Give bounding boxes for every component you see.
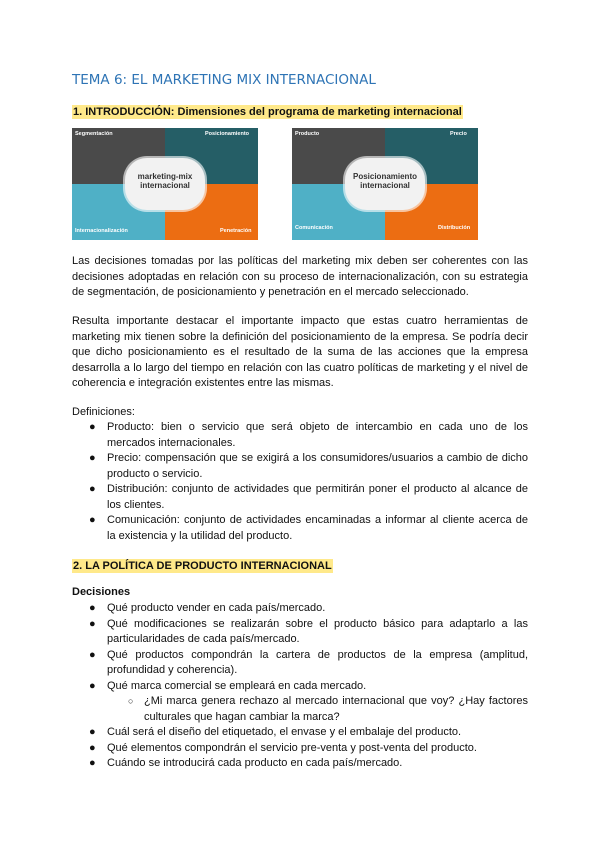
puzzle-label-bottom-right: Distribución [438, 225, 471, 231]
definition-text: Comunicación: conjunto de actividades encaminadas a informar al cliente acerca de la existencia y la utilidad del producto. [107, 514, 528, 542]
intro-paragraph-1: Las decisiones tomadas por las políticas del marketing mix deben ser coherentes con las decisiones adoptadas en relación con su proceso de internacionalización, con su estrategia de segmentación, de posicionamiento y penetración en el mercado seleccionado. [72, 255, 528, 298]
decisions-list [72, 601, 528, 694]
bullet-icon: ● [89, 617, 96, 630]
bullet-icon: ● [89, 757, 96, 769]
puzzle-center-line2: internacional [140, 181, 190, 190]
bullet-icon: ● [89, 602, 96, 614]
puzzle-label-bottom-left: Internacionalización [75, 228, 128, 234]
bullet-icon: ● [89, 452, 96, 464]
definitions-label: Definiciones: [72, 406, 135, 418]
puzzle-label-top-right: Precio [450, 131, 467, 137]
bullet-icon: ● [89, 483, 96, 495]
list-item [72, 648, 528, 679]
puzzle-center-label [125, 172, 205, 190]
decision-text: Qué producto vender en cada país/mercado. [107, 602, 326, 614]
bullet-icon: ● [89, 741, 96, 754]
list-item [72, 694, 528, 725]
bullet-icon: ● [89, 421, 96, 433]
bullet-icon: ● [89, 679, 96, 692]
list-item [72, 601, 528, 617]
section2-heading-text: 2. LA POLÍTICA DE PRODUCTO INTERNACIONAL [73, 560, 332, 572]
list-item [72, 756, 528, 772]
section1-heading-text: 1. INTRODUCCIÓN: Dimensiones del programa de marketing internacional [73, 106, 462, 118]
decisions-subheading: Decisiones [72, 586, 131, 598]
puzzle-center-line1: Posicionamiento [352, 172, 417, 181]
section1-heading [72, 102, 463, 120]
section2-heading [72, 556, 333, 574]
decision-text: Qué marca comercial se empleará en cada mercado. [107, 679, 367, 692]
puzzle-center-line1: marketing-mix [137, 172, 193, 181]
puzzle-label-top-left: Producto [295, 131, 320, 137]
list-item [72, 513, 528, 544]
puzzle-label-top-left: Segmentación [75, 131, 113, 137]
list-item [72, 617, 528, 648]
decision-text: Qué productos compondrán la cartera de productos de la empresa (amplitud, profundidad y coherencia). [107, 648, 528, 676]
puzzle-label-bottom-right: Penetración [220, 228, 252, 234]
list-item [72, 679, 528, 695]
definition-text: Precio: compensación que se exigirá a los consumidores/usuarios a cambio de dicho producto o servicio. [107, 452, 528, 480]
page-title: TEMA 6: EL MARKETING MIX INTERNACIONAL [72, 72, 376, 88]
list-item [72, 725, 528, 741]
marketing-mix-puzzle-figure [72, 128, 258, 240]
list-item [72, 451, 528, 482]
definition-text: Distribución: conjunto de actividades que permitirán poner el producto al alcance de los clientes. [107, 483, 528, 511]
bullet-icon: ● [89, 726, 96, 738]
intro-paragraph-2: Resulta importante destacar el importante impacto que estas cuatro herramientas de marketing mix tienen sobre la definición del posicionamiento de la empresa. Se podría decir que dicho posicionamiento es el resultado de la suma de las acciones que la empresa desarrolla a lo largo del tiempo en relación con las cuatro políticas de marketing y el nivel de coherencia e integración existentes entre las mismas. [72, 315, 528, 389]
decision-text: Cuándo se introducirá cada producto en cada país/mercado. [107, 757, 403, 769]
bullet-icon: ● [89, 648, 96, 661]
decisions-sublist [72, 694, 528, 725]
decision-text: Cuál será el diseño del etiquetado, el envase y el embalaje del producto. [107, 726, 462, 738]
puzzle-center-line2: internacional [360, 181, 410, 190]
decision-text: Qué elementos compondrán el servicio pre-venta y post-venta del producto. [107, 741, 477, 754]
puzzle-label-bottom-left: Comunicación [295, 225, 333, 231]
bullet-icon: ● [89, 514, 96, 526]
puzzle-label-top-right: Posicionamiento [205, 131, 250, 137]
decision-text: Qué modificaciones se realizarán sobre el producto básico para adaptarlo a las particularidades de cada país/mercado. [107, 617, 528, 645]
list-item [72, 741, 528, 757]
positioning-puzzle-figure [292, 128, 478, 240]
definitions-list [72, 420, 528, 544]
hollow-bullet-icon: ○ [128, 696, 134, 706]
puzzle-center-label [345, 172, 425, 190]
list-item [72, 420, 528, 451]
list-item [72, 482, 528, 513]
decisions-list-continued [72, 725, 528, 772]
sub-decision-text: ¿Mi marca genera rechazo al mercado internacional que voy? ¿Hay factores culturales que hagan cambiar la marca? [144, 695, 528, 723]
definition-text: Producto: bien o servicio que será objeto de intercambio en cada uno de los mercados internacionales. [107, 421, 528, 449]
